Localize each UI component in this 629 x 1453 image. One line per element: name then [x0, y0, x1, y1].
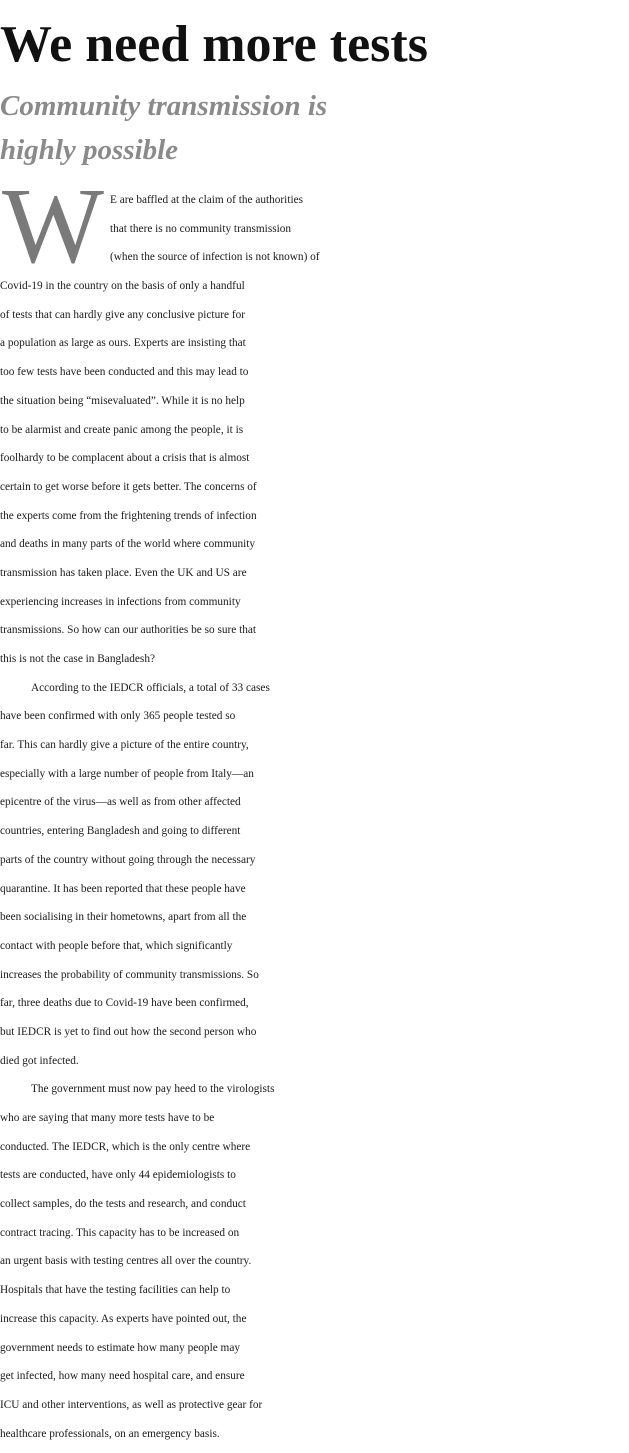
article-body — [0, 167, 629, 1448]
body-line: E are baffled at the claim of the authorities — [110, 194, 304, 206]
body-line: healthcare professionals, on an emergency basis. — [0, 1427, 220, 1440]
body-line: contact with people before that, which significantly — [0, 939, 233, 952]
body-line: transmission has taken place. Even the UK and US are — [0, 566, 247, 579]
body-line: this is not the case in Bangladesh? — [0, 653, 155, 665]
body-line: to be alarmist and create panic among the people, it is — [0, 423, 244, 436]
body-line: especially with a large number of people from Italy—an — [0, 767, 254, 780]
body-line: conducted. The IEDCR, which is the only centre where — [0, 1140, 251, 1153]
body-line: get infected, how many need hospital care, and ensure — [0, 1370, 245, 1383]
body-line: that there is no community transmission — [110, 222, 292, 235]
body-line: collect samples, do the tests and research, and conduct — [0, 1198, 246, 1211]
body-line: The government must now pay heed to the virologists — [31, 1083, 275, 1096]
subheadline — [0, 84, 629, 172]
body-line: of tests that can hardly give any conclusive picture for — [0, 308, 245, 321]
body-line: a population as large as ours. Experts are insisting that — [0, 337, 246, 350]
body-line: certain to get worse before it gets better. The concerns of — [0, 480, 257, 493]
headline: We need more tests — [0, 16, 428, 73]
subheadline-line: highly possible — [0, 134, 179, 166]
body-line: ICU and other interventions, as well as protective gear for — [0, 1398, 263, 1411]
body-line: According to the IEDCR officials, a total of 33 cases — [31, 681, 270, 694]
body-line: increase this capacity. As experts have pointed out, the — [0, 1312, 247, 1325]
body-line: too few tests have been conducted and this may lead to — [0, 366, 249, 379]
body-line: an urgent basis with testing centres all over the country. — [0, 1255, 252, 1268]
body-line: Hospitals that have the testing facilities can help to — [0, 1284, 231, 1297]
body-line: parts of the country without going through the necessary — [0, 853, 256, 866]
body-line: government needs to estimate how many people may — [0, 1341, 240, 1354]
body-line: contract tracing. This capacity has to be increased on — [0, 1226, 240, 1239]
body-line: but IEDCR is yet to find out how the second person who — [0, 1025, 257, 1038]
body-line: far, three deaths due to Covid-19 have been confirmed, — [0, 997, 249, 1010]
body-line: been socialising in their hometowns, apart from all the — [0, 911, 247, 924]
body-line: transmissions. So how can our authorities be so sure that — [0, 624, 257, 637]
drop-cap: W — [2, 167, 104, 286]
body-line: tests are conducted, have only 44 epidemiologists to — [0, 1169, 236, 1182]
subheadline-line: Community transmission is — [0, 90, 328, 122]
body-line: the situation being “misevaluated”. While it is no help — [0, 394, 245, 407]
body-line: have been confirmed with only 365 people tested so — [0, 710, 236, 723]
body-line: died got infected. — [0, 1054, 79, 1067]
body-line: the experts come from the frightening trends of infection — [0, 509, 257, 522]
body-line: quarantine. It has been reported that these people have — [0, 882, 246, 895]
body-line: foolhardy to be complacent about a crisis that is almost — [0, 452, 250, 465]
body-line: countries, entering Bangladesh and going to different — [0, 825, 241, 838]
body-line: epicentre of the virus—as well as from other affected — [0, 796, 241, 809]
body-line: Covid-19 in the country on the basis of only a handful — [0, 280, 245, 293]
body-line: who are saying that many more tests have to be — [0, 1112, 215, 1124]
body-line: (when the source of infection is not known) of — [110, 251, 320, 264]
body-line: increases the probability of community transmissions. So — [0, 968, 259, 981]
body-line: and deaths in many parts of the world where community — [0, 538, 256, 551]
body-line: far. This can hardly give a picture of the entire country, — [0, 739, 249, 752]
body-line: experiencing increases in infections from community — [0, 595, 241, 608]
